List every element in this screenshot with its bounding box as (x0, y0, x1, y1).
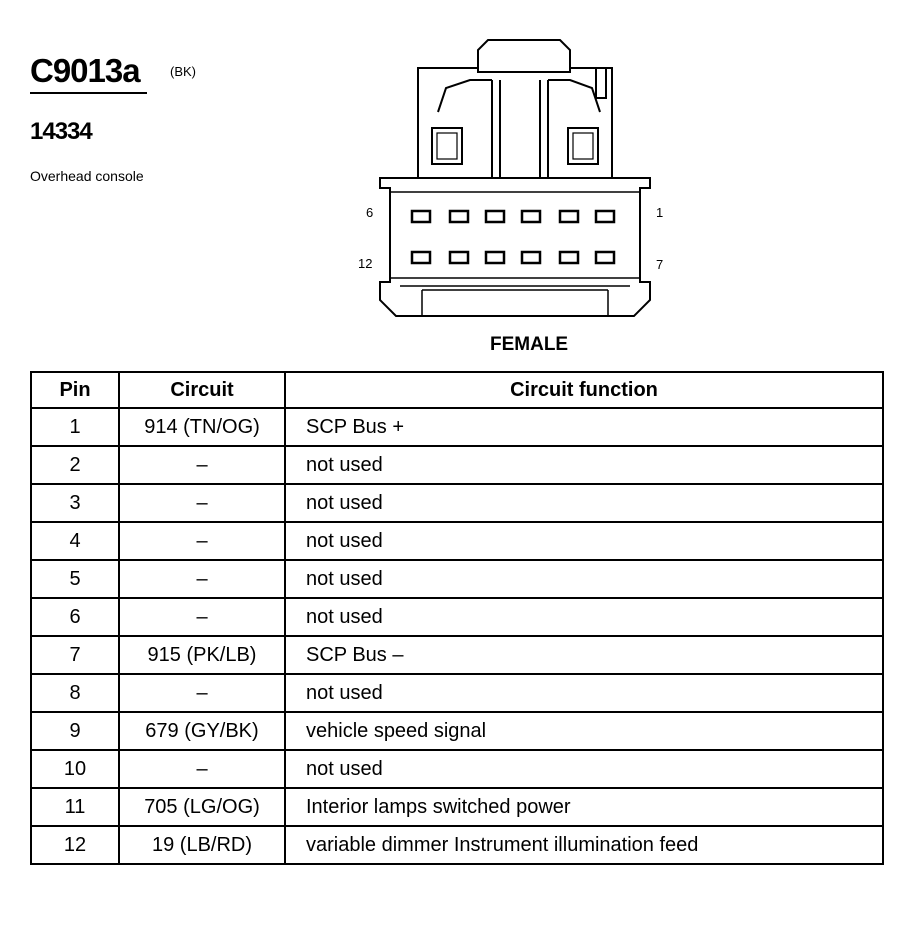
pin-cavity-6 (412, 211, 430, 222)
connector-side-clip (596, 68, 606, 98)
connector-channel (492, 80, 548, 178)
part-number: 14334 (30, 118, 92, 145)
pin-cavity-10 (486, 252, 504, 263)
connector-face-drawing (350, 30, 670, 330)
circuit-cell: – (120, 523, 286, 561)
circuit-cell: – (120, 751, 286, 789)
circuit-cell: – (120, 599, 286, 637)
function-cell: SCP Bus – (286, 637, 882, 675)
table-row (32, 789, 882, 827)
pin-cavity-11 (450, 252, 468, 263)
pin-cavity-5 (450, 211, 468, 222)
function-cell: variable dimmer Instrument illumination feed (306, 833, 699, 856)
pin-cell: 8 (32, 675, 120, 713)
circuit-cell: 679 (GY/BK) (120, 713, 286, 751)
table-row (32, 713, 882, 751)
connector-bottom-rail (400, 286, 630, 316)
pin-cell: 10 (32, 751, 120, 789)
function-cell: not used (286, 599, 882, 637)
pin-cavity-7 (596, 252, 614, 263)
circuit-cell: 705 (LG/OG) (120, 789, 286, 827)
connector-ramp-left (438, 80, 492, 112)
pin-cavities-top-row (412, 211, 614, 222)
pin-cavity-3 (522, 211, 540, 222)
table-row (32, 561, 882, 599)
function-cell: SCP Bus + (286, 409, 882, 447)
connector-window-left-inner (437, 133, 457, 159)
table-row (32, 675, 882, 713)
table-row (32, 485, 882, 523)
pin-cavity-4 (486, 211, 504, 222)
function-cell: not used (286, 447, 882, 485)
table-row (32, 599, 882, 637)
title-underline (30, 92, 147, 94)
pin-cell: 7 (32, 637, 120, 675)
function-cell: Interior lamps switched power (286, 789, 882, 827)
circuit-cell: – (120, 447, 286, 485)
pin-cell: 9 (32, 713, 120, 751)
connector-window-right-inner (573, 133, 593, 159)
pin-cell: 6 (32, 599, 120, 637)
function-cell: vehicle speed signal (286, 713, 882, 751)
table-row (32, 409, 882, 447)
pin-cell: 11 (32, 789, 120, 827)
pinout-table (30, 371, 884, 865)
column-header-circuit-function: Circuit function (286, 373, 882, 409)
pin-cell: 2 (32, 447, 120, 485)
pin-cell: 1 (32, 409, 120, 447)
function-cell: not used (286, 485, 882, 523)
function-cell: not used (286, 523, 882, 561)
pin-cell: 4 (32, 523, 120, 561)
connector-face (380, 178, 650, 316)
column-header-pin: Pin (32, 373, 120, 409)
circuit-cell: – (120, 675, 286, 713)
connector-ramp-right (548, 80, 600, 112)
table-row (32, 637, 882, 675)
table-row (32, 447, 882, 485)
pin-label-1: 1 (656, 205, 664, 220)
circuit-cell: – (120, 561, 286, 599)
column-header-circuit: Circuit (120, 373, 286, 409)
pin-label-6: 6 (366, 205, 374, 220)
circuit-cell: 914 (TN/OG) (120, 409, 286, 447)
connector-latch (478, 40, 570, 72)
circuit-cell: 19 (LB/RD) (120, 827, 286, 863)
connector-id: C9013a (30, 52, 140, 89)
pin-cavity-1 (596, 211, 614, 222)
pin-cell: 5 (32, 561, 120, 599)
pin-cavity-8 (560, 252, 578, 263)
table-row (32, 523, 882, 561)
table-header-row (32, 373, 882, 409)
connector-gender-label: FEMALE (490, 334, 569, 355)
table-row (32, 751, 882, 789)
pin-label-12: 12 (358, 256, 373, 271)
function-cell: not used (286, 751, 882, 789)
pin-cavity-9 (522, 252, 540, 263)
connector-location: Overhead console (30, 168, 144, 184)
pin-cell: 12 (32, 827, 120, 863)
function-cell: not used (286, 675, 882, 713)
circuit-cell: – (120, 485, 286, 523)
connector-color: (BK) (170, 64, 196, 79)
pin-cavity-2 (560, 211, 578, 222)
circuit-cell: 915 (PK/LB) (120, 637, 286, 675)
table-row (32, 827, 882, 863)
pin-cavities-bottom-row (412, 252, 614, 263)
pin-label-7: 7 (656, 257, 664, 272)
pin-cell: 3 (32, 485, 120, 523)
function-cell: not used (286, 561, 882, 599)
pin-cavity-12 (412, 252, 430, 263)
